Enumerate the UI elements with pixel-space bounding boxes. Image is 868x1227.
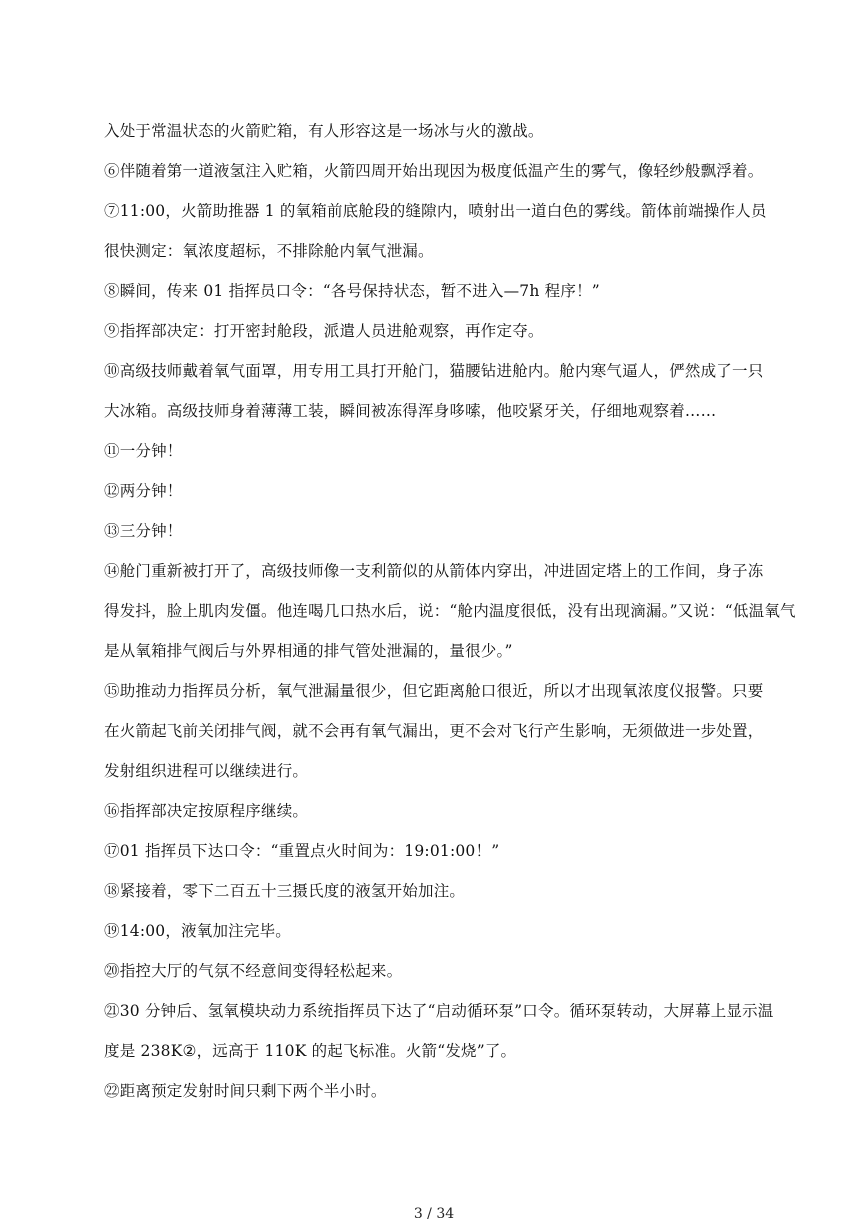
text-line: ⑩高级技师戴着氧气面罩，用专用工具打开舱门，猫腰钻进舱内。舱内寒气逼人，俨然成了一只 xyxy=(104,362,764,380)
text-line: ㉑30 分钟后、氢氧模块动力系统指挥员下达了“启动循环泵”口令。循环泵转动，大屏幕上显示温 xyxy=(104,1002,774,1020)
text-line: 大冰箱。高级技师身着薄薄工装，瞬间被冻得浑身哆嗦，他咬紧牙关，仔细地观察着…… xyxy=(104,402,717,420)
paragraph xyxy=(104,791,788,831)
paragraph xyxy=(104,911,788,951)
text-line: ⑪一分钟！ xyxy=(104,442,183,460)
text-line: ⑳指控大厅的气氛不经意间变得轻松起来。 xyxy=(104,962,403,980)
text-line: ⑫两分钟！ xyxy=(104,482,183,500)
text-line: ⑮助推动力指挥员分析，氧气泄漏量很少，但它距离舱口很近，所以才出现氧浓度仪报警。只要 xyxy=(104,682,764,700)
paragraph xyxy=(104,1071,788,1111)
body-text xyxy=(104,111,796,1111)
text-line: 是从氧箱排气阀后与外界相通的排气管处泄漏的，量很少。” xyxy=(104,642,513,660)
text-line: ⑬三分钟！ xyxy=(104,522,183,540)
text-line: ⑲14:00，液氧加注完毕。 xyxy=(104,922,291,940)
paragraph xyxy=(104,551,796,671)
text-line: ⑧瞬间，传来 01 指挥员口令：“各号保持状态，暂不进入—7h 程序！” xyxy=(104,282,600,300)
paragraph xyxy=(104,831,788,871)
text-line: ㉒距离预定发射时间只剩下两个半小时。 xyxy=(104,1082,387,1100)
paragraph xyxy=(104,991,788,1071)
page-number: 3 / 34 xyxy=(413,1206,455,1222)
text-line: 得发抖，脸上肌肉发僵。他连喝几口热水后，说：“舱内温度很低，没有出现滴漏。”又说：“低温氧气 xyxy=(104,602,796,620)
text-line: ⑦11:00，火箭助推器 1 的氧箱前底舱段的缝隙内，喷射出一道白色的雾线。箭体前端操作人员 xyxy=(104,202,767,220)
text-line: 发射组织进程可以继续进行。 xyxy=(104,762,309,780)
text-line: ⑨指挥部决定：打开密封舱段，派遣人员进舱观察，再作定夺。 xyxy=(104,322,544,340)
text-line: ⑥伴随着第一道液氢注入贮箱，火箭四周开始出现因为极度低温产生的雾气，像轻纱般飘浮着。 xyxy=(104,162,764,180)
paragraph xyxy=(104,191,788,271)
paragraph xyxy=(104,471,788,511)
text-line: ⑱紧接着，零下二百五十三摄氏度的液氢开始加注。 xyxy=(104,882,466,900)
text-line: 很快测定：氧浓度超标，不排除舱内氧气泄漏。 xyxy=(104,242,434,260)
text-line: 度是 238K②，远高于 110K 的起飞标准。火箭“发烧”了。 xyxy=(104,1042,517,1060)
paragraph xyxy=(104,271,788,311)
paragraph xyxy=(104,511,788,551)
text-line: 在火箭起飞前关闭排气阀，就不会再有氧气漏出，更不会对飞行产生影响，无须做进一步处置， xyxy=(104,722,764,740)
text-line: ⑭舱门重新被打开了，高级技师像一支利箭似的从箭体内穿出，冲进固定塔上的工作间，身子冻 xyxy=(104,562,764,580)
paragraph xyxy=(104,951,788,991)
paragraph xyxy=(104,111,788,151)
paragraph xyxy=(104,671,788,791)
text-line: ⑰01 指挥员下达口令：“重置点火时间为：19:01:00！” xyxy=(104,842,500,860)
paragraph xyxy=(104,351,788,431)
text-line: 入处于常温状态的火箭贮箱，有人形容这是一场冰与火的激战。 xyxy=(104,122,544,140)
paragraph xyxy=(104,431,788,471)
paragraph xyxy=(104,871,788,911)
paragraph xyxy=(104,151,788,191)
paragraph xyxy=(104,311,788,351)
text-line: ⑯指挥部决定按原程序继续。 xyxy=(104,802,309,820)
